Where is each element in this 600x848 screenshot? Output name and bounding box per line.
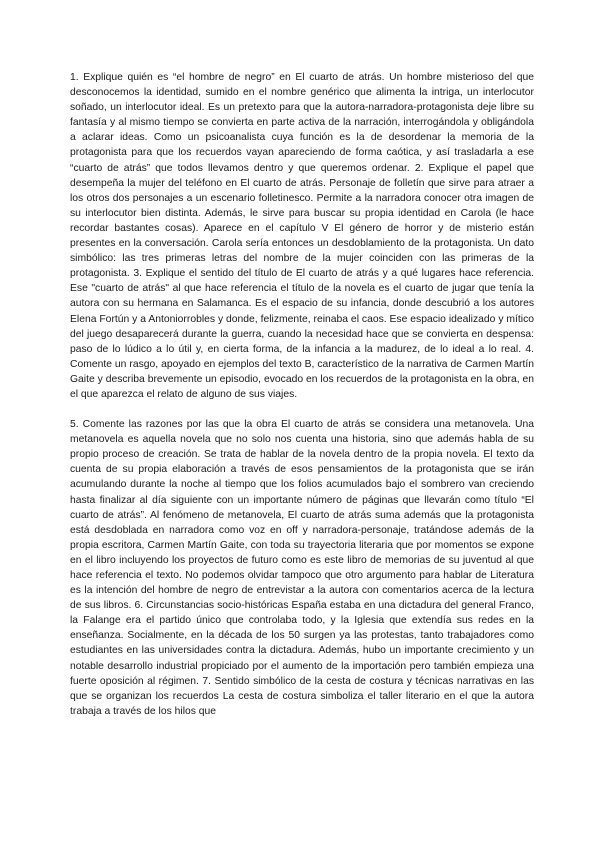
paragraph-questions-1-4: 1. Explique quién es “el hombre de negro” en El cuarto de atrás. Un hombre misterioso del que desconocemos la identidad, sumido en el nombre genérico que alimenta la intriga, un interlocutor soñado, un interlocutor ideal. Es un pretexto para que la autora-narradora-protagonista deje libre su fantasía y al mismo tiempo se convierta en parte activa de la narración, interrogándola y obligándola a aclarar ideas. Como un psicoanalista cuya función es la de desordenar la memoria de la protagonista para que los recuerdos vayan apareciendo de forma caótica, y así trasladarla a ese “cuarto de atrás” que todos llevamos dentro y que queremos ordenar. 2. Explique el papel que desempeña la mujer del teléfono en El cuarto de atrás. Personaje de folletín que sirve para atraer a los otros dos personajes a un escenario folletinesco. Permite a la narradora conocer otra imagen de su interlocutor bien distinta. Además, le sirve para buscar su propia identidad en Carola (le hace recordar bastantes cosas). Aparece en el capítulo V El género de horror y de misterio están presentes en la conversación. Carola sería entonces un desdoblamiento de la protagonista. Un dato simbólico: las tres primeras letras del nombre de la mujer coinciden con las primeras de la protagonista. 3. Explique el sentido del título de El cuarto de atrás y a qué lugares hace referencia. Ese "cuarto de atrás" al que hace referencia el título de la novela es el cuarto de jugar que tenía la autora con su hermana en Salamanca. Es el espacio de su infancia, donde descubrió a los autores Elena Fortún y a Antoniorrobles y donde, felizmente, reinaba el caos. Ese espacio idealizado y mítico del juego desaparecerá durante la guerra, cuando la necesidad hace que se convierta en despensa: paso de lo lúdico a lo útil y, en cierta forma, de la infancia a la madurez, de lo ideal a lo real. 4. Comente un rasgo, apoyado en ejemplos del texto B, característico de la narrativa de Carmen Martín Gaite y describa brevemente un episodio, evocado en los recuerdos de la protagonista en la obra, en el que aparezca el relato de alguno de sus viajes. [70,72,534,400]
document-body [70,70,534,719]
paragraph-questions-5-7: 5. Comente las razones por las que la obra El cuarto de atrás se considera una metanovela. Una metanovela es aquella novela que no solo nos cuenta una historia, sino que además habla de su propio proceso de creación. Se trata de hablar de la novela dentro de la propia novela. El texto da cuenta de su propia elaboración a través de esos pensamientos de la protagonista que se irán acumulando durante la noche al tiempo que los folios acumulados bajo el sombrero van creciendo hasta finalizar al día siguiente con un importante número de páginas que llevarán como título “El cuarto de atrás”. Al fenómeno de metanovela, El cuarto de atrás suma además que la protagonista está desdoblada en narradora como voz en off y narradora-personaje, tratándose además de la propia escritora, Carmen Martín Gaite, con toda su trayectoria literaria que por momentos se expone en el libro incluyendo los proyectos de futuro como es este libro de memorias de su juventud al que hace referencia el texto. No podemos olvidar tampoco que otro argumento para hablar de Literatura es la intención del hombre de negro de entrevistar a la autora con comentarios acerca de la lectura de sus libros. 6. Circunstancias socio-históricas España estaba en una dictadura del general Franco, la Falange era el partido único que controlaba todo, y la Iglesia que extendía sus redes en la enseñanza. Socialmente, en la década de los 50 surgen ya las protestas, tanto trabajadores como estudiantes en las universidades contra la dictadura. Además, hubo un importante crecimiento y un notable desarrollo industrial propiciado por el aumento de la importación pero también empieza una fuerte oposición al régimen. 7. Sentido simbólico de la cesta de costura y técnicas narrativas en las que se organizan los recuerdos La cesta de costura simboliza el taller literario en el que la autora trabaja a través de los hilos que [70,419,534,717]
